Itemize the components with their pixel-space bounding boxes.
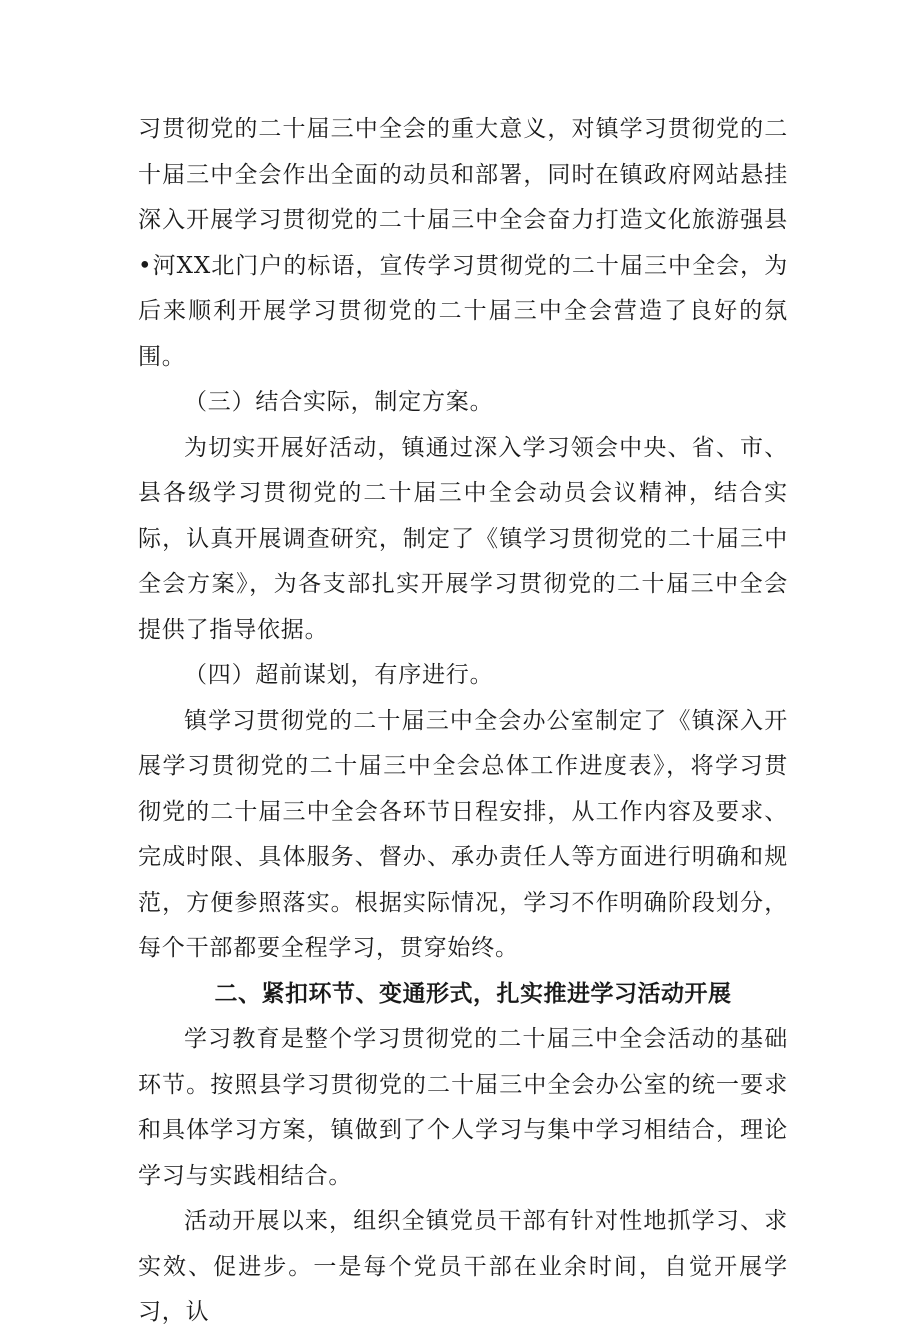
paragraph-continuation: 习贯彻党的二十届三中全会的重大意义，对镇学习贯彻党的二十届三中全会作出全面的动员和部署，同时在镇政府网站悬挂深入开展学习贯彻党的二十届三中全会奋力打造文化旅游强县•河XX北门户的标语，宣传学习贯彻党的二十届三中全会，为后来顺利开展学习贯彻党的二十届三中全会营造了良好的氛围。	[138, 116, 788, 370]
paragraph-plan: 为切实开展好活动，镇通过深入学习领会中央、省、市、县各级学习贯彻党的二十届三中全会动员会议精神，结合实际，认真开展调查研究，制定了《镇学习贯彻党的二十届三中全会方案》，为各支部扎实开展学习贯彻党的二十届三中全会提供了指导依据。	[138, 434, 788, 643]
document-body	[138, 107, 788, 1336]
section-heading-2: 二、紧扣环节、变通形式，扎实推进学习活动开展	[214, 980, 732, 1007]
paragraph-education: 学习教育是整个学习贯彻党的二十届三中全会活动的基础环节。按照县学习贯彻党的二十届三中全会办公室的统一要求和具体学习方案，镇做到了个人学习与集中学习相结合，理论学习与实践相结合。	[138, 1026, 788, 1189]
subheading-4: （四）超前谋划，有序进行。	[184, 662, 494, 688]
paragraph-activities: 活动开展以来，组织全镇党员干部有针对性地抓学习、求实效、促进步。一是每个党员干部在业余时间，自觉开展学习，认	[138, 1208, 788, 1325]
paragraph-schedule: 镇学习贯彻党的二十届三中全会办公室制定了《镇深入开展学习贯彻党的二十届三中全会总体工作进度表》，将学习贯彻党的二十届三中全会各环节日程安排，从工作内容及要求、完成时限、具体服务、督办、承办责任人等方面进行明确和规范，方便参照落实。根据实际情况，学习不作明确阶段划分，每个干部都要全程学习，贯穿始终。	[138, 707, 788, 961]
subheading-3: （三）结合实际，制定方案。	[184, 389, 494, 415]
